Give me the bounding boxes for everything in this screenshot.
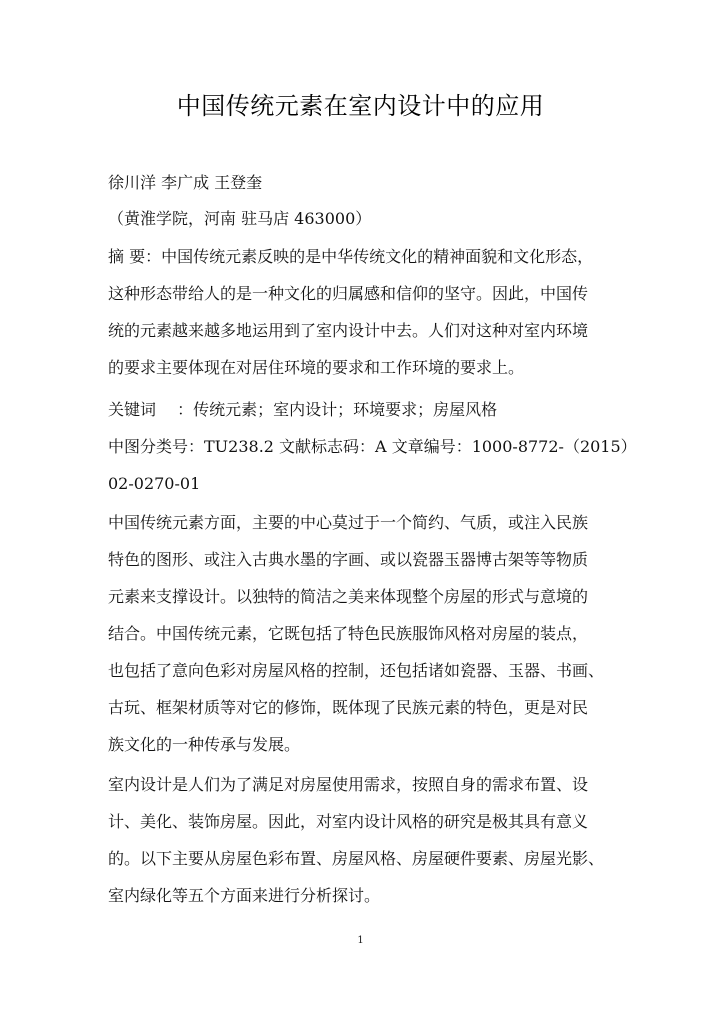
abstract-line: 这种形态带给人的是一种文化的归属感和信仰的坚守。因此，中国传 (108, 284, 589, 303)
paragraph-line: 的。以下主要从房屋色彩布置、房屋风格、房屋硬件要素、房屋光影、 (108, 849, 605, 868)
paragraph-line: 中国传统元素方面，主要的中心莫过于一个简约、气质，或注入民族 (108, 513, 589, 532)
paragraph-line: 元素来支撑设计。以独特的简洁之美来体现整个房屋的形式与意境的 (108, 587, 589, 606)
keywords: 关键词 ：传统元素；室内设计；环境要求；房屋风格 (108, 400, 498, 419)
paragraph-line: 特色的图形、或注入古典水墨的字画、或以瓷器玉器博古架等等物质 (108, 550, 589, 569)
classification-line: 02-0270-01 (108, 474, 201, 493)
paragraph-line: 计、美化、装饰房屋。因此，对室内设计风格的研究是极其具有意义 (108, 812, 589, 831)
abstract-line: 的要求主要体现在对居住环境的要求和工作环境的要求上。 (108, 358, 525, 377)
page-number: 1 (357, 935, 364, 946)
affiliation: （黄淮学院，河南 驻马店 463000） (108, 209, 372, 228)
paragraph-line: 结合。中国传统元素，它既包括了特色民族服饰风格对房屋的装点， (108, 624, 589, 643)
paragraph-line: 室内设计是人们为了满足对房屋使用需求，按照自身的需求布置、设 (108, 775, 589, 794)
abstract-line: 摘 要：中国传统元素反映的是中华传统文化的精神面貌和文化形态， (108, 247, 594, 266)
paragraph-line: 族文化的一种传承与发展。 (108, 735, 301, 754)
authors: 徐川洋 李广成 王登奎 (108, 173, 263, 192)
paragraph-line: 室内绿化等五个方面来进行分析探讨。 (108, 886, 381, 905)
classification-line: 中图分类号：TU238.2 文献标志码：A 文章编号：1000-8772-（2015） (108, 437, 637, 456)
paragraph-line: 也包括了意向色彩对房屋风格的控制，还包括诸如瓷器、玉器、书画、 (108, 661, 605, 680)
paragraph-line: 古玩、框架材质等对它的修饰，既体现了民族元素的特色，更是对民 (108, 698, 589, 717)
abstract-line: 统的元素越来越多地运用到了室内设计中去。人们对这种对室内环境 (108, 321, 589, 340)
document-title: 中国传统元素在室内设计中的应用 (176, 92, 545, 120)
